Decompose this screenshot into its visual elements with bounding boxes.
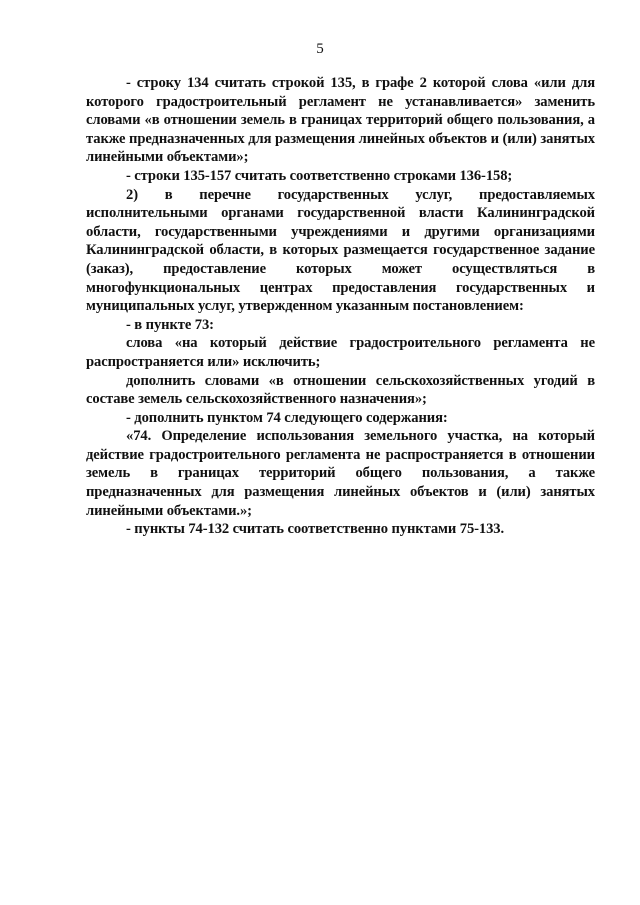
document-body (86, 74, 595, 539)
paragraph: - строку 134 считать строкой 135, в графе 2 которой слова «или для которого градостроительный регламент не устанавливается» заменить словами «в отношении земель в границах территорий общего пользования, а также предназначенных для размещения линейных объектов и (или) занятых линейными объектами»; (86, 75, 595, 166)
paragraph: «74. Определение использования земельного участка, на который действие градостроительного регламента не распространяется в отношении земель в границах территорий общего пользования, а также предназначенных для размещения линейных объектов и (или) занятых линейными объектами.»; (86, 428, 595, 519)
paragraph: - строки 135-157 считать соответственно строками 136-158; (126, 167, 513, 184)
paragraph: дополнить словами «в отношении сельскохозяйственных угодий в составе земель сельскохозяйственного назначения»; (86, 372, 595, 408)
paragraph: - пункты 74-132 считать соответственно пунктами 75-133. (126, 521, 505, 538)
paragraph: 2) в перечне государственных услуг, предоставляемых исполнительными органами государственной власти Калининградской области, государственными учреждениями и другими организациями Калининградской области, в которых размещается государственное задание (заказ), предоставление которых может осуществляться в многофункциональных центрах предоставления государственных и муниципальных услуг, утвержденном указанным постановлением: (86, 186, 595, 315)
paragraph: слова «на который действие градостроительного регламента не распространяется или» исключить; (86, 335, 595, 370)
page-number: 5 (316, 41, 324, 57)
paragraph: - в пункте 73: (126, 316, 214, 333)
paragraph: - дополнить пунктом 74 следующего содержания: (126, 409, 448, 426)
